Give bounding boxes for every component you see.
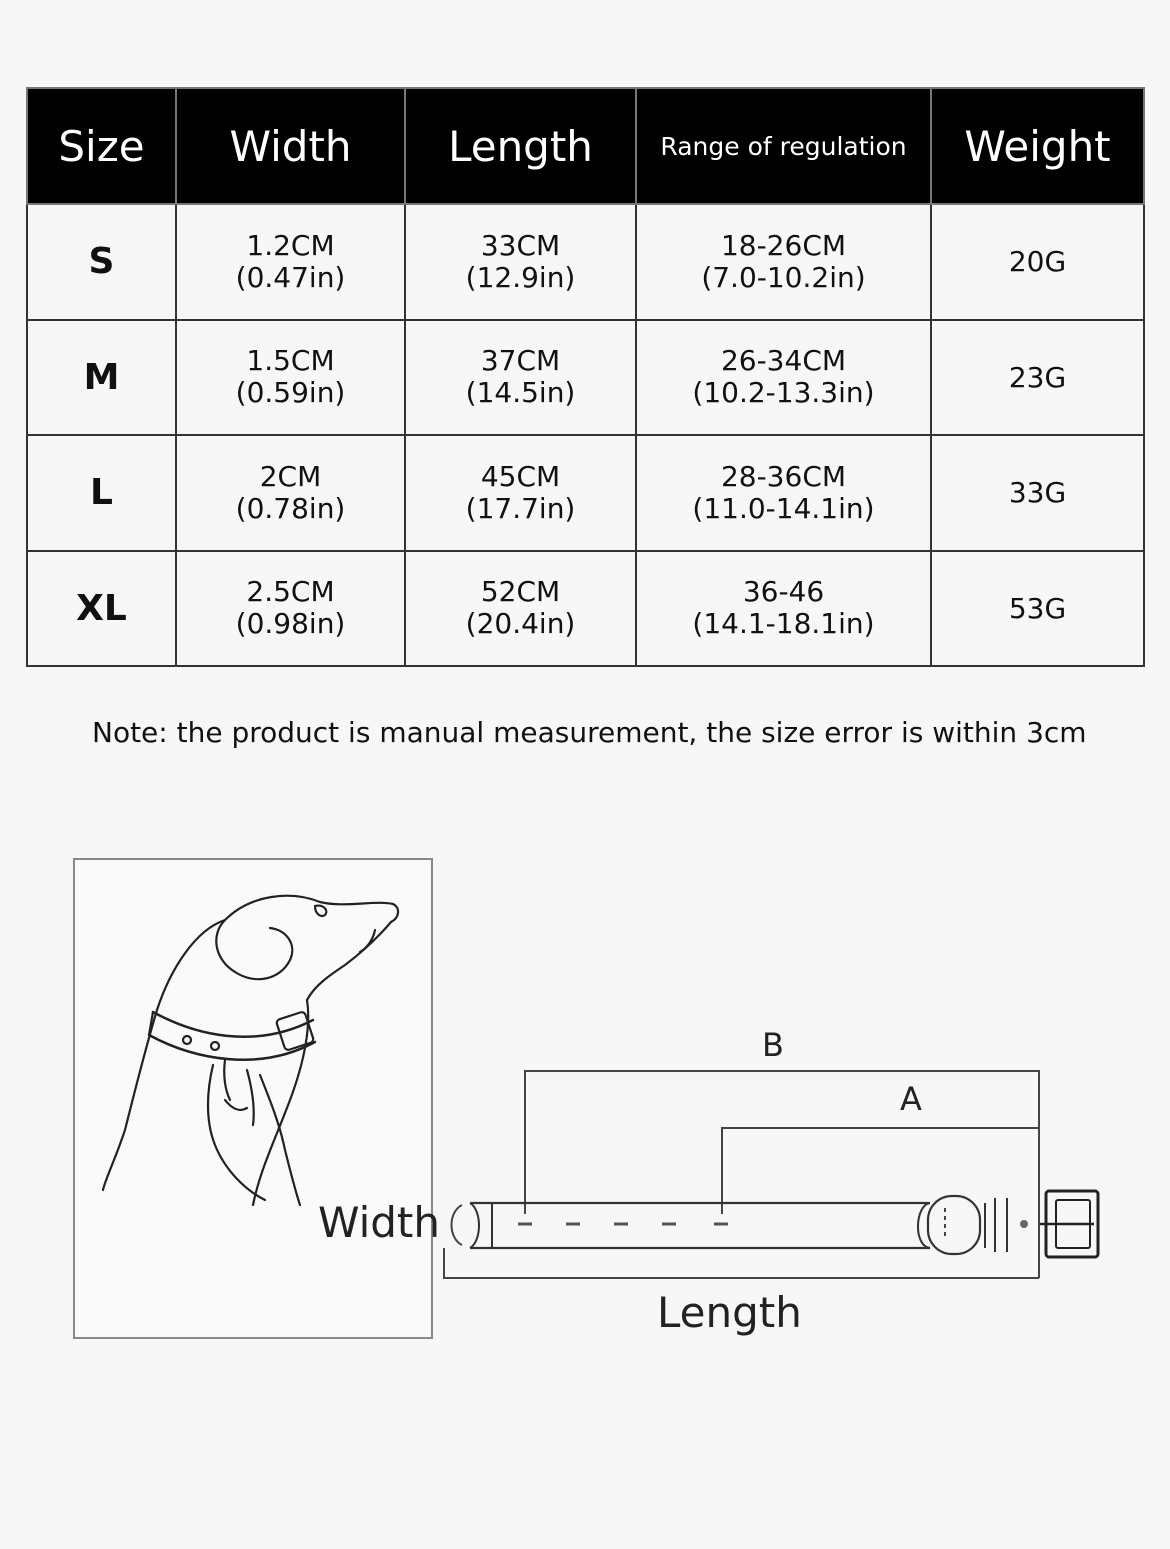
length-cm: 33CM <box>480 228 561 262</box>
width-in: (0.59in) <box>235 376 346 410</box>
header-length: Length <box>405 88 636 204</box>
length-dimension-line <box>444 1248 1039 1278</box>
weight-value: 33G <box>1008 476 1067 510</box>
header-size: Size <box>27 88 176 204</box>
weight-value: 20G <box>1008 245 1067 279</box>
strap-tip <box>470 1203 479 1248</box>
label-a: A <box>900 1080 922 1118</box>
length-cm: 45CM <box>480 459 561 493</box>
label-length: Length <box>657 1288 802 1337</box>
width-in: (0.98in) <box>235 607 346 641</box>
length-in: (17.7in) <box>465 491 576 525</box>
width-cm: 2CM <box>259 459 322 493</box>
range-cm: 26-34CM <box>720 344 847 378</box>
width-dimension-bracket <box>452 1205 463 1245</box>
length-in: (20.4in) <box>465 607 576 641</box>
range-in: (14.1-18.1in) <box>692 607 875 641</box>
keeper-loop <box>928 1196 980 1254</box>
header-range-of-regulation: Range of regulation <box>636 88 931 204</box>
length-cm: 37CM <box>480 344 561 378</box>
strap-outline <box>470 1203 930 1248</box>
measurement-note: Note: the product is manual measurement, the size error is within 3cm <box>92 716 1087 749</box>
range-cm: 36-46 <box>742 575 825 609</box>
rivet <box>1020 1220 1028 1228</box>
dimension-a-line <box>722 1128 1039 1214</box>
header-width: Width <box>176 88 405 204</box>
range-in: (10.2-13.3in) <box>692 376 875 410</box>
length-in: (14.5in) <box>465 376 576 410</box>
width-cm: 1.2CM <box>246 228 335 262</box>
width-cm: 2.5CM <box>246 575 335 609</box>
width-in: (0.78in) <box>235 491 346 525</box>
length-cm: 52CM <box>480 575 561 609</box>
range-cm: 28-36CM <box>720 459 847 493</box>
range-in: (11.0-14.1in) <box>692 491 875 525</box>
size-label: S <box>88 241 115 283</box>
weight-value: 23G <box>1008 360 1067 394</box>
range-in: (7.0-10.2in) <box>701 260 866 294</box>
length-in: (12.9in) <box>465 260 576 294</box>
range-cm: 18-26CM <box>720 228 847 262</box>
width-cm: 1.5CM <box>246 344 335 378</box>
label-width: Width <box>318 1198 441 1247</box>
size-label: M <box>83 356 120 398</box>
collar-segment-lines <box>985 1198 1007 1252</box>
size-label: XL <box>76 587 127 629</box>
size-label: L <box>90 472 113 514</box>
label-b: B <box>762 1026 784 1064</box>
width-in: (0.47in) <box>235 260 346 294</box>
weight-value: 53G <box>1008 591 1067 625</box>
header-weight: Weight <box>931 88 1144 204</box>
